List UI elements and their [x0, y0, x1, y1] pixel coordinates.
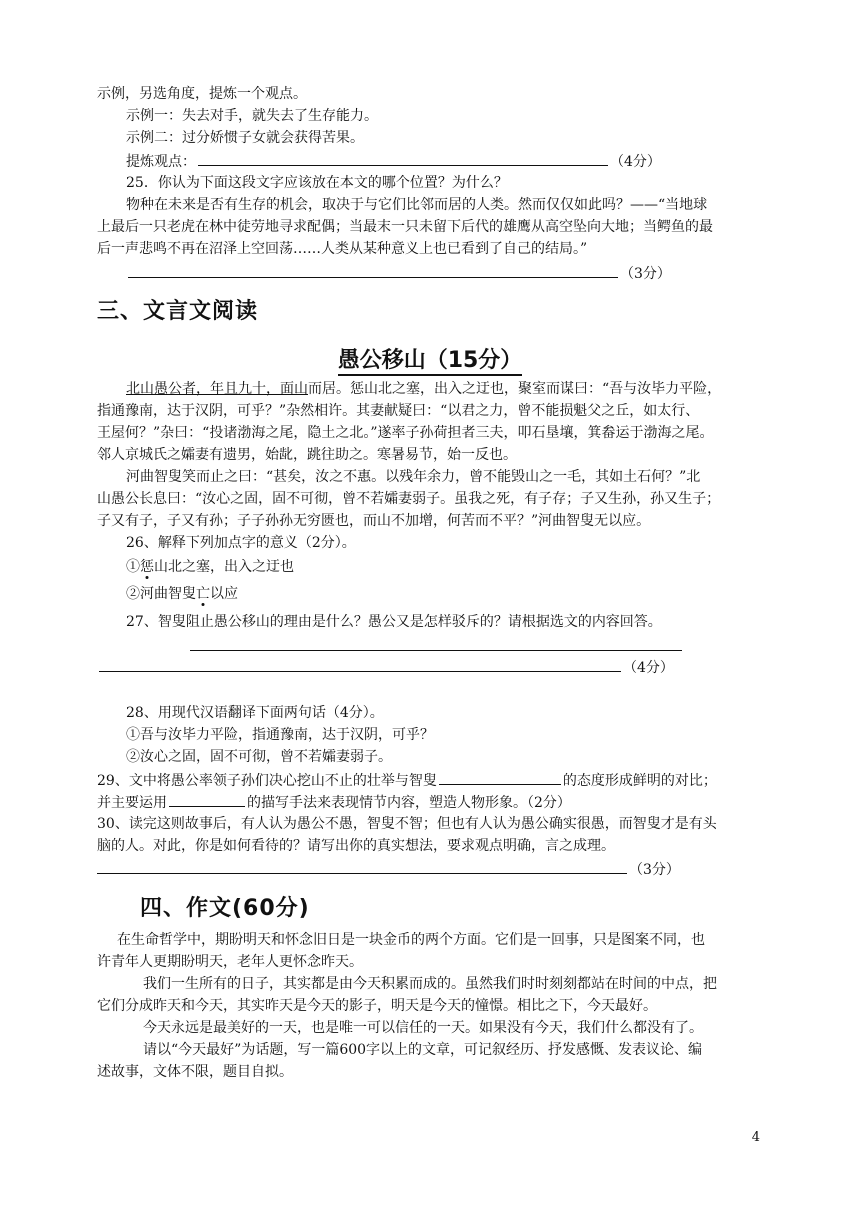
passage-underlined-phrase: 北山愚公者，年且九十，面山	[126, 381, 308, 397]
q29-blank2[interactable]	[169, 790, 245, 807]
essay-p1-line2: 许青年人更期盼明天，老年人更怀念昨天。	[97, 954, 363, 970]
q29-text1: 29、文中将愚公率领子孙们决心挖山不止的壮举与智叟	[97, 773, 437, 789]
q24-line1: 示例，另选角度，提炼一个观点。	[97, 86, 307, 102]
q27-score: （4分）	[623, 660, 674, 676]
page-number: 4	[751, 1130, 760, 1145]
q27-answer-blank-1[interactable]	[190, 650, 682, 651]
q25-score: （3分）	[620, 266, 671, 282]
q28-sentence2: ②汝心之固，固不可彻，曾不若孀妻弱子。	[126, 749, 392, 765]
q27-question: 27、智叟阻止愚公移山的理由是什么？愚公又是怎样驳斥的？请根据选文的内容回答。	[126, 614, 662, 630]
q28-question: 28、用现代汉语翻译下面两句话（4分）。	[126, 705, 384, 721]
passage-line1	[97, 378, 798, 400]
passage-line4: 邻人京城氏之孀妻有遗男，始龀，跳往助之。寒暑易节，始一反也。	[97, 447, 517, 463]
q30-answer-line	[97, 857, 769, 881]
q29-line2	[97, 790, 769, 814]
q26-item2-text-after: 以应	[210, 586, 238, 602]
q24-example2: 示例二：过分娇惯子女就会获得苦果。	[126, 130, 364, 146]
q25-quote-line2: 上最后一只老虎在林中徒劳地寻求配偶；当最末一只未留下后代的雄鹰从高空坠向大地；当鳄鱼的最	[97, 219, 713, 235]
q29-text2: 的态度形成鲜明的对比；	[562, 773, 717, 789]
q25-answer-line	[97, 261, 798, 285]
passage-line2: 指通豫南，达于汉阴，可乎？”杂然相许。其妻献疑曰：“以君之力，曾不能损魁父之丘，如太行、	[97, 403, 700, 419]
section4-heading: 四、作文(60分)	[140, 896, 310, 921]
q26-question: 26、解释下列加点字的意义（2分）。	[126, 535, 356, 551]
q26-item2	[97, 583, 798, 605]
q24-score: （4分）	[610, 154, 661, 170]
q27-answer-line2	[97, 655, 769, 679]
passage-line1-rest: 而居。惩山北之塞，出入之迂也，聚室而谋曰：“吾与汝毕力平险，	[308, 381, 722, 397]
passage-title	[0, 343, 860, 374]
q24-label: 提炼观点：	[126, 154, 196, 170]
q30-score: （3分）	[629, 862, 680, 878]
q24-example1: 示例一：失去对手，就失去了生存能力。	[126, 108, 378, 124]
q30-line1: 30、读完这则故事后，有人认为愚公不愚，智叟不智；但也有人认为愚公确实很愚，而智叟才是有头	[97, 816, 717, 832]
q26-item1-number: ①	[126, 559, 140, 575]
q27-answer-blank-2[interactable]	[99, 655, 621, 672]
q29-text3: 并主要运用	[97, 795, 167, 811]
essay-p4-line1: 请以“今天最好”为话题，写一篇600字以上的文章，可记叙经历、抒发感慨、发表议论、编	[143, 1042, 703, 1058]
q29-text4: 的描写手法来表现情节内容，塑造人物形象。（2分）	[247, 795, 571, 811]
q26-item1	[97, 556, 798, 578]
q25-answer-blank[interactable]	[128, 261, 618, 278]
passage-line5: 河曲智叟笑而止之曰：“甚矣，汝之不惠。以残年余力，曾不能毁山之一毛，其如土石何？”北	[126, 469, 701, 485]
q25-quote-line1: 物种在未来是否有生存的机会，取决于与它们比邻而居的人类。然而仅仅如此吗？——“当地球	[126, 197, 708, 213]
passage-line6: 山愚公长息曰：“汝心之固，固不可彻，曾不若孀妻弱子。虽我之死，有子存；子又生孙，孙又生子；	[97, 491, 721, 507]
essay-p1-line1: 在生命哲学中，期盼明天和怀念旧日是一块金币的两个方面。它们是一回事，只是图案不同，也	[117, 932, 705, 948]
passage-title-text: 愚公移山（15分）	[338, 348, 523, 376]
passage-line3: 王屋何？”杂曰：“投诸渤海之尾，隐土之北。”遂率子孙荷担者三夫，叩石垦壤，箕畚运于渤海之尾。	[97, 425, 714, 441]
section3-heading: 三、文言文阅读	[97, 299, 259, 324]
q26-dotted-char1: 惩	[140, 559, 154, 575]
q24-answer-blank[interactable]	[198, 149, 608, 166]
passage-line7: 子又有子，子又有孙；子子孙孙无穷匮也，而山不加增，何苦而不平？”河曲智叟无以应。	[97, 513, 651, 529]
q26-item2-text-before: ②河曲智叟	[126, 586, 196, 602]
q25-question: 25．你认为下面这段文字应该放在本文的哪个位置？为什么？	[126, 175, 508, 191]
q30-answer-blank[interactable]	[97, 857, 627, 874]
q30-line2: 脑的人。对此，你是如何看待的？请写出你的真实想法，要求观点明确，言之成理。	[97, 838, 615, 854]
q25-quote-line3: 后一声悲鸣不再在沼泽上空回荡……人类从某种意义上也已看到了自己的结局。”	[97, 241, 588, 257]
q26-dotted-char2: 亡	[196, 586, 210, 602]
q24-answer-line	[97, 149, 798, 173]
essay-p3: 今天永远是最美好的一天，也是唯一可以信任的一天。如果没有今天，我们什么都没有了。	[143, 1020, 703, 1036]
essay-p2-line2: 它们分成昨天和今天，其实昨天是今天的影子，明天是今天的憧憬。相比之下，今天最好。	[97, 998, 657, 1014]
essay-p4-line2: 述故事，文体不限，题目自拟。	[97, 1064, 293, 1080]
q29-line1	[97, 768, 769, 792]
q28-sentence1: ①吾与汝毕力平险，指通豫南，达于汉阴，可乎？	[126, 727, 434, 743]
q26-item1-text: 山北之塞，出入之迂也	[154, 559, 294, 575]
essay-p2-line1: 我们一生所有的日子，其实都是由今天积累而成的。虽然我们时时刻刻都站在时间的中点，把	[143, 976, 717, 992]
q29-blank1[interactable]	[439, 768, 561, 785]
